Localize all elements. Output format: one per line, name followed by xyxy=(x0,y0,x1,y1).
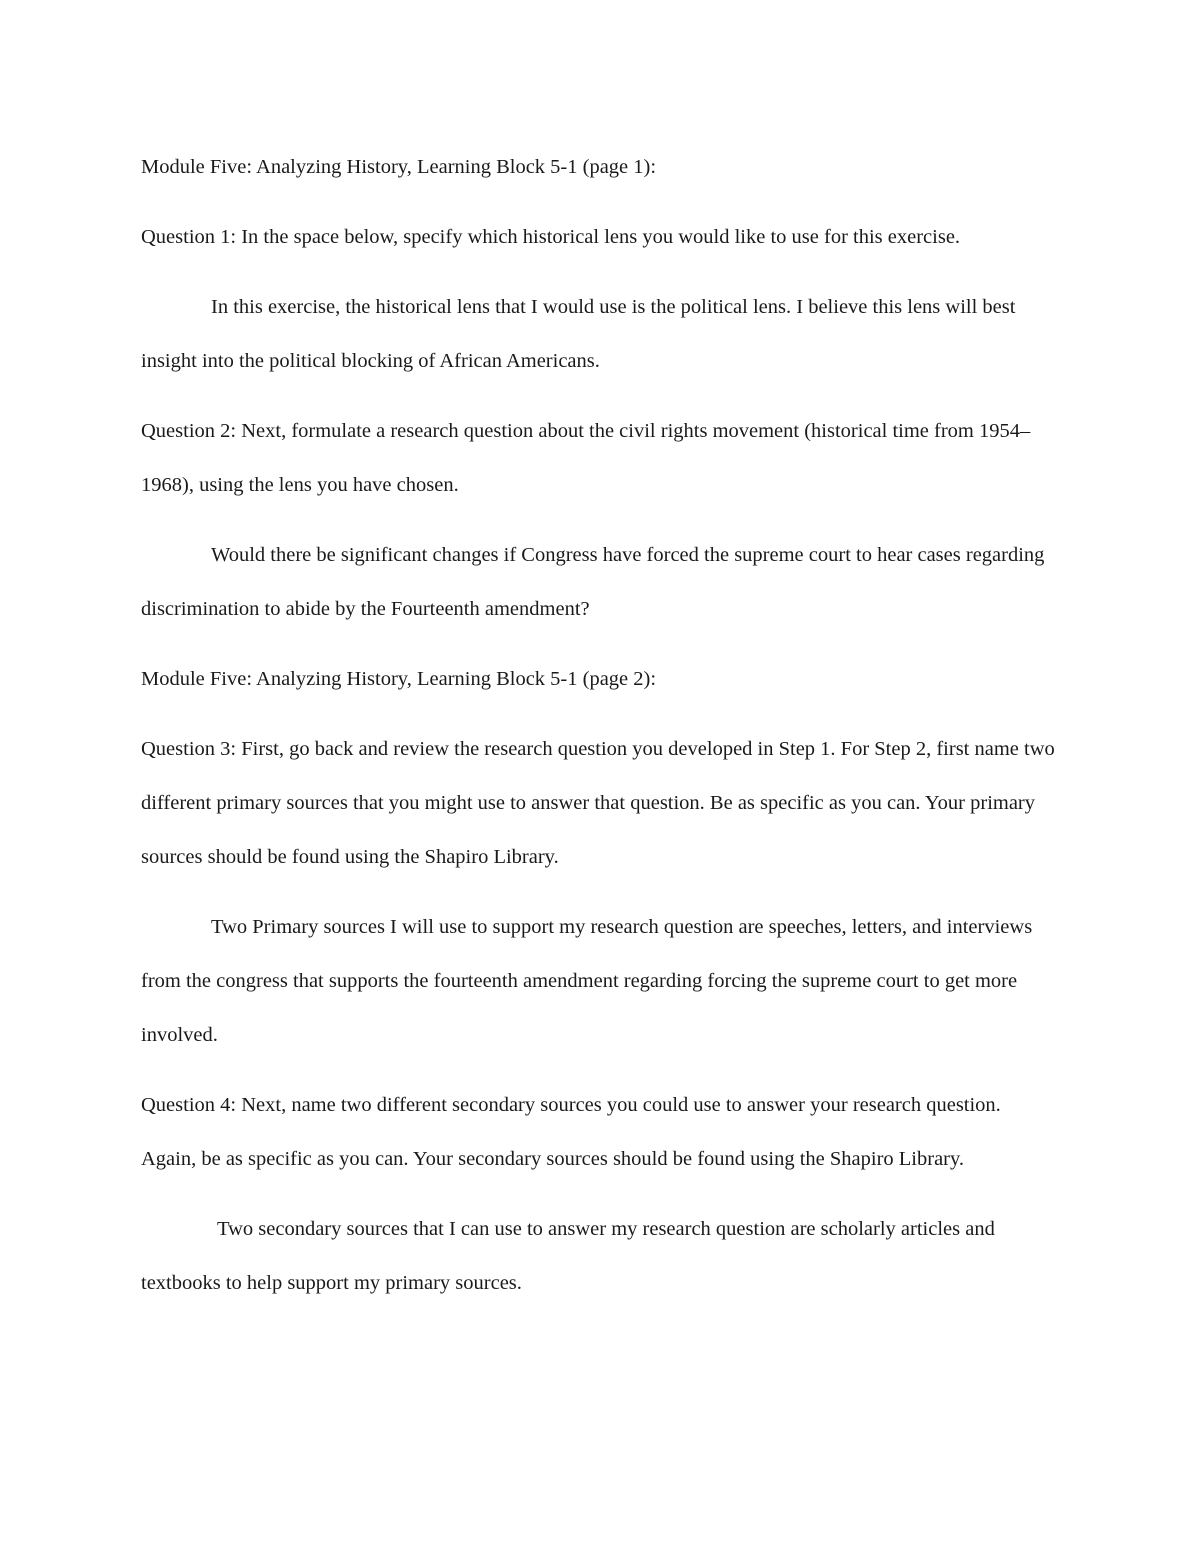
question-3: Question 3: First, go back and review the research question you developed in Step 1. For Step 2, first name two different primary sources that you might use to answer that question. Be as specific as you can. Your primary sources should be found using the Shapiro Library. xyxy=(141,738,1055,868)
module-heading-page-2: Module Five: Analyzing History, Learning Block 5-1 (page 2): xyxy=(141,668,657,690)
answer-2: Would there be significant changes if Congress have forced the supreme court to hear cases regarding discrimination to abide by the Fourteenth amendment? xyxy=(141,544,1045,620)
answer-1: In this exercise, the historical lens that I would use is the political lens. I believe this lens will best insight into the political blocking of African Americans. xyxy=(141,296,1016,372)
module-heading-page-1: Module Five: Analyzing History, Learning Block 5-1 (page 1): xyxy=(141,156,657,178)
answer-3: Two Primary sources I will use to support my research question are speeches, letters, and interviews from the congress that supports the fourteenth amendment regarding forcing the supreme court to get more involved. xyxy=(141,916,1033,1046)
question-1: Question 1: In the space below, specify which historical lens you would like to use for this exercise. xyxy=(141,226,961,248)
question-2: Question 2: Next, formulate a research question about the civil rights movement (historical time from 1954–1968), using the lens you have chosen. xyxy=(141,420,1031,496)
answer-4: Two secondary sources that I can use to answer my research question are scholarly articles and textbooks to help support my primary sources. xyxy=(141,1218,995,1294)
question-4: Question 4: Next, name two different secondary sources you could use to answer your research question. Again, be as specific as you can. Your secondary sources should be found using the Shapiro Library. xyxy=(141,1094,1001,1170)
document-body xyxy=(141,140,1056,1326)
